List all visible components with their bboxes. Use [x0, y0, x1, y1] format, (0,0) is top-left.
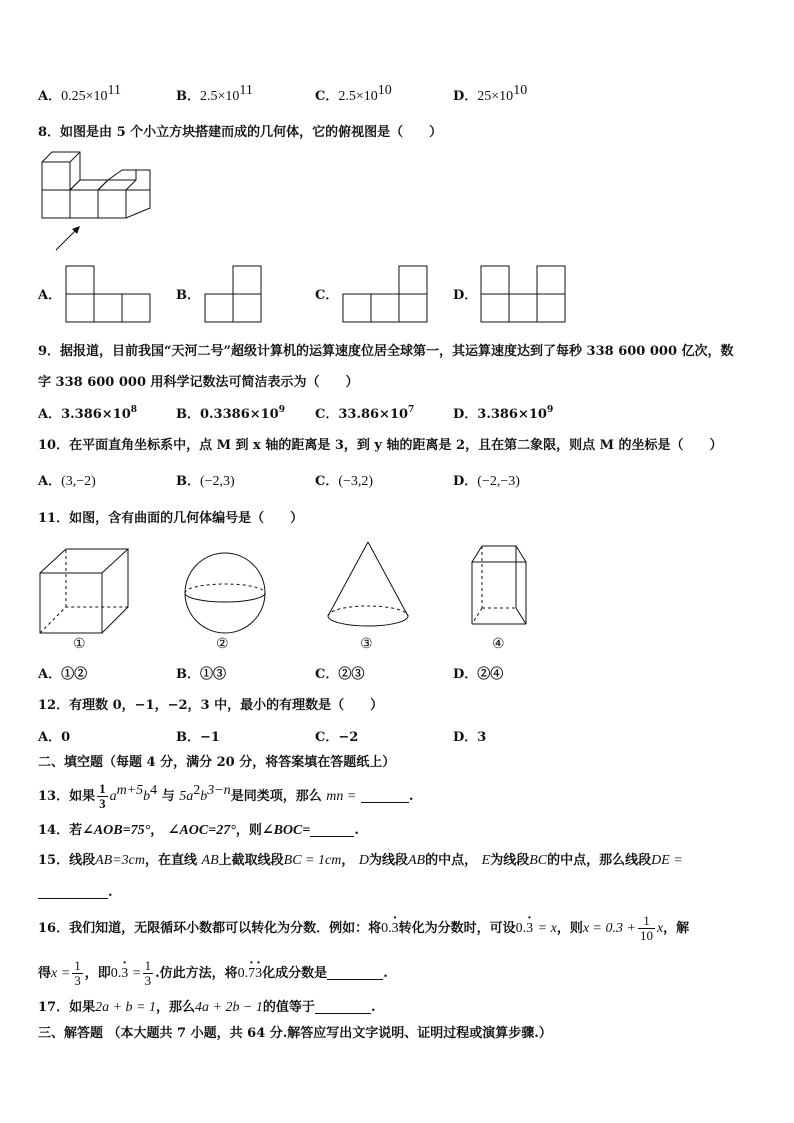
q10-option-a: A．(3,−2)	[38, 474, 96, 489]
q11-option-a: A．①②	[38, 667, 88, 682]
q15-line1: 15．线段AB=3cm，在直线 AB上截取线段BC = 1cm， D为线段AB的中点， E为线段BC的中点，那么线段DE =	[38, 853, 683, 868]
q9-option-c: C．$33.86\times 10^7$	[315, 405, 415, 422]
q14: 14．若∠AOB=75°， ∠AOC=27°，则∠BOC= .	[38, 823, 359, 838]
q8-option-d: D．	[453, 288, 478, 303]
q8-option-c: C．	[315, 288, 339, 303]
q9-stem-line1: 9．据报道，目前我国“天河二号”超级计算机的运算速度位居全球第一，其运算速度达到了每秒 338 600 000 亿次，数	[38, 344, 734, 359]
q8-stem: 8．如图是由 5 个小立方块搭建而成的几何体，它的俯视图是（ ）	[38, 125, 443, 140]
q11-label-4: ④	[492, 636, 505, 652]
q8-option-a: A．	[38, 288, 62, 303]
q11-label-2: ②	[216, 636, 229, 652]
q10-option-c: C．(−3,2)	[315, 474, 374, 489]
q8-option-b: B．	[176, 288, 200, 303]
q13-fraction: $\frac{1}{3}$	[99, 781, 106, 811]
q12-option-a: A．0	[38, 730, 71, 745]
q17-answer-blank[interactable]	[315, 999, 371, 1014]
q7-option-a: A．$0.25\times 10^{11}$	[38, 83, 121, 104]
q9-option-b: B．$0.3386\times 10^9$	[176, 405, 285, 422]
q11-figure-prism	[468, 542, 532, 636]
q16-answer-blank[interactable]	[327, 965, 383, 980]
q16-line1: 16．我们知道，无限循环小数都可以转化为分数．例如：将0.· 3转化为分数时，可设0.· 3 = x，则x = 0.3 + $\frac{1}{10}$ x，解	[38, 912, 689, 946]
section-2-heading: 二、填空题（每题 4 分，满分 20 分，将答案填在答题纸上）	[38, 755, 396, 770]
q14-answer-blank[interactable]	[310, 822, 354, 837]
q11-label-1: ①	[73, 636, 86, 652]
q15-line2: .	[38, 884, 113, 902]
q7-option-c: C．$2.5\times 10^{10}$	[315, 83, 392, 104]
q11-option-b: B．①③	[176, 667, 226, 682]
q8-view-b	[204, 265, 264, 325]
q11-figure-sphere	[182, 550, 268, 636]
q13: 13．如果 $\frac{1}{3}$ $a^{m+5}b^4$ 与 $5a^2b^{3-n}$是同类项，那么 mn = .	[38, 781, 414, 811]
q10-stem: 10．在平面直角坐标系中，点 M 到 x 轴的距离是 3，到 y 轴的距离是 2，且在第二象限，则点 M 的坐标是（ ）	[38, 438, 723, 453]
q12-option-b: B．−1	[176, 730, 220, 745]
q10-option-b: B．(−2,3)	[176, 474, 235, 489]
q16-line2: 得x = $\frac{1}{3}$ ，即0.· 3 = $\frac{1}{3}$ .仿此方法，将0.· 7· 3化成分数是 .	[38, 957, 388, 991]
q9-option-d: D．$3.386\times 10^9$	[453, 405, 554, 422]
q11-figure-cube	[38, 545, 134, 637]
q10-option-d: D．(−2,−3)	[453, 474, 520, 489]
q11-option-d: D．②④	[453, 667, 504, 682]
q13-answer-blank[interactable]	[361, 788, 409, 803]
q11-label-3: ③	[360, 636, 373, 652]
q8-view-c	[342, 265, 430, 325]
q7-option-d: D．$25\times 10^{10}$	[453, 83, 528, 104]
q11-stem: 11．如图，含有曲面的几何体编号是（ ）	[38, 511, 304, 526]
q11-option-c: C．②③	[315, 667, 365, 682]
q7-option-b: B．$2.5\times 10^{11}$	[176, 83, 253, 104]
q15-answer-blank[interactable]	[38, 884, 108, 899]
q9-stem-line2: 字 338 600 000 用科学记数法可简洁表示为（ ）	[38, 375, 359, 390]
q9-option-a: A．$3.386\times 10^8$	[38, 405, 138, 422]
section-3-heading: 三、解答题 （本大题共 7 小题，共 64 分.解答应写出文字说明、证明过程或演算步骤.）	[38, 1026, 552, 1041]
q12-option-c: C．−2	[315, 730, 359, 745]
q12-option-d: D．3	[453, 730, 487, 745]
q11-figure-cone	[325, 540, 411, 636]
q8-view-d	[480, 265, 568, 325]
q12-stem: 12．有理数 0，−1，−2，3 中，最小的有理数是（ ）	[38, 698, 384, 713]
q8-view-a	[65, 265, 153, 325]
q17: 17．如果2a + b = 1，那么4a + 2b − 1的值等于 .	[38, 1000, 376, 1015]
q8-solid-figure	[38, 148, 163, 253]
